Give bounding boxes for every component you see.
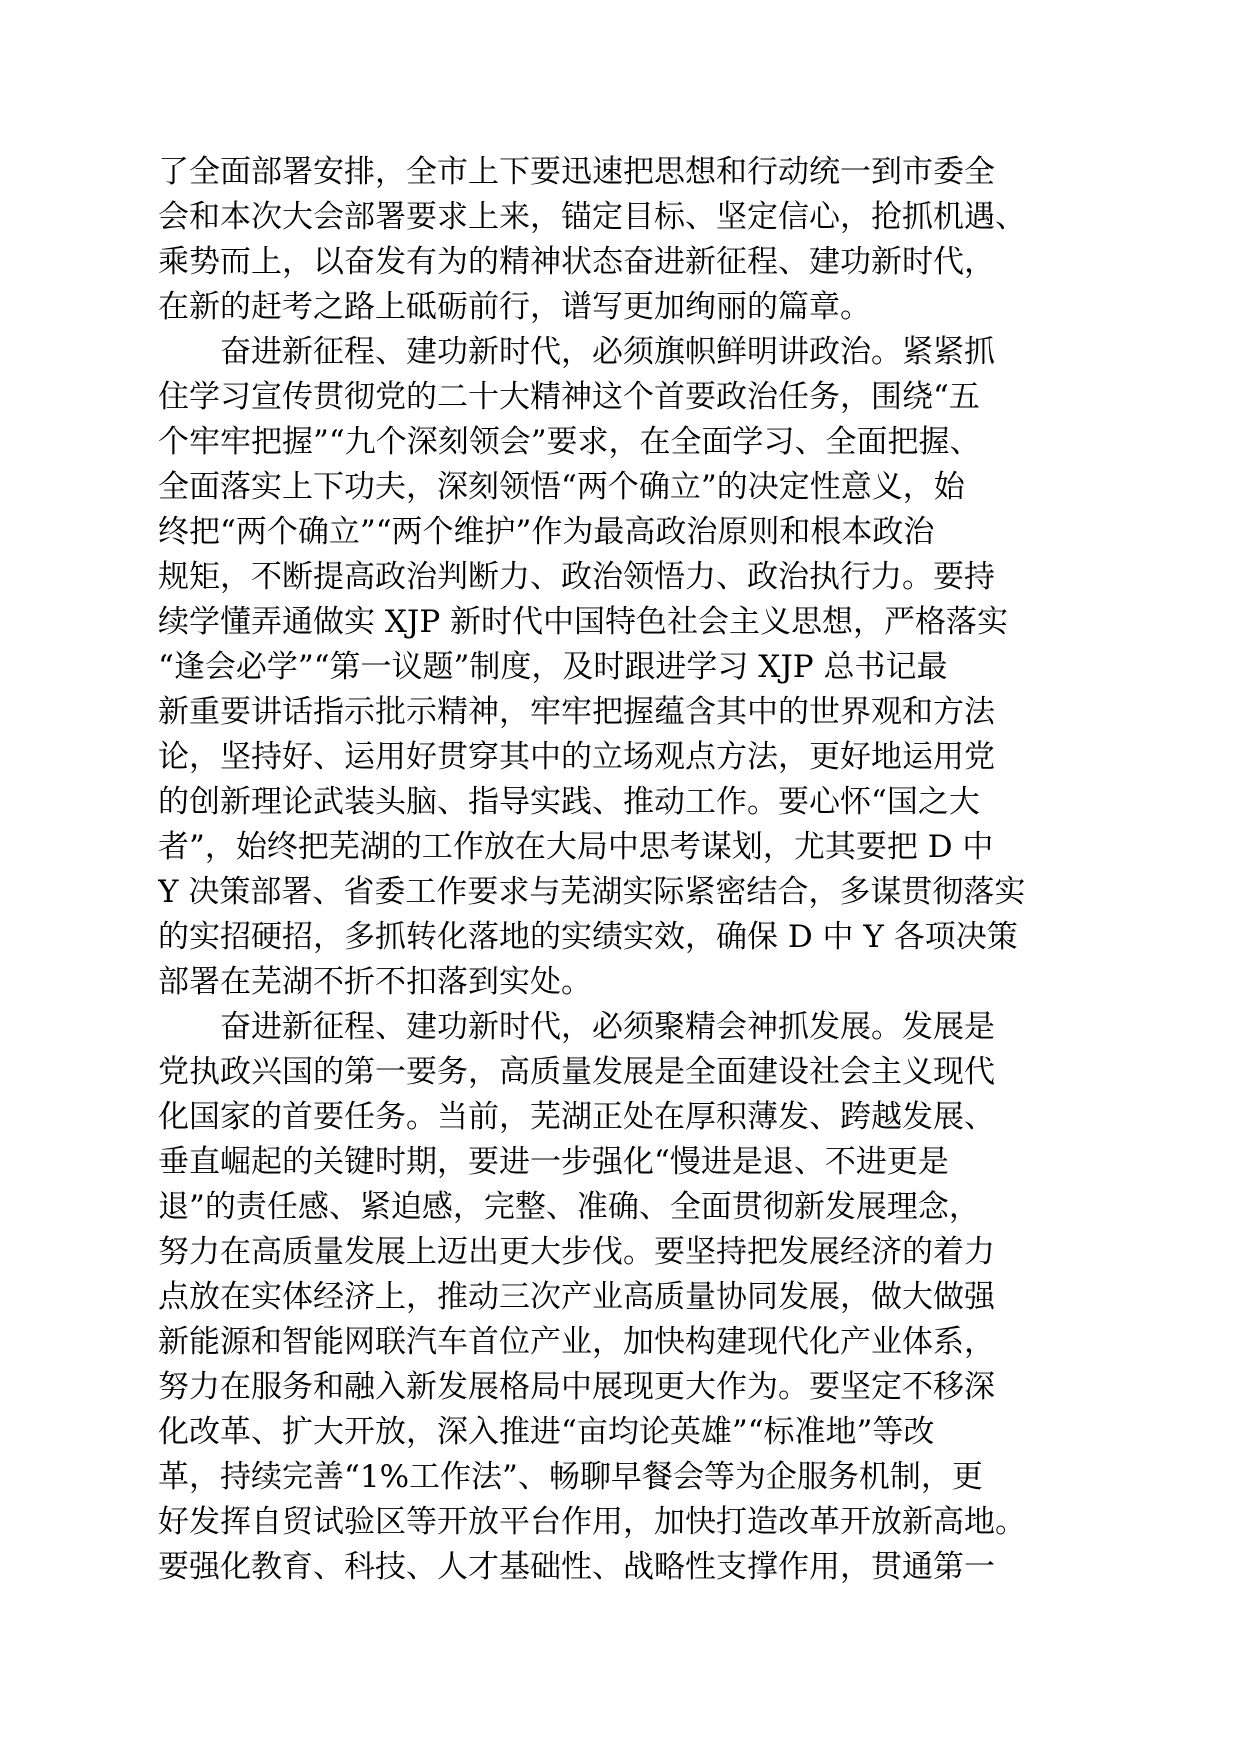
text-line: 点放在实体经济上，推动三次产业高质量协同发展，做大做强	[158, 1279, 995, 1315]
text-line: 奋进新征程、建功新时代，必须旗帜鲜明讲政治。紧紧抓	[158, 334, 995, 370]
text-line: 部署在芜湖不折不扣落到实处。	[158, 964, 592, 1000]
text-line: 会和本次大会部署要求上来，锚定目标、坚定信心，抢抓机遇、	[158, 199, 1026, 235]
text-line: 在新的赶考之路上砥砺前行，谱写更加绚丽的篇章。	[158, 289, 871, 325]
text-line: 努力在服务和融入新发展格局中展现更大作为。要坚定不移深	[158, 1369, 995, 1405]
text-line: 住学习宣传贯彻党的二十大精神这个首要政治任务，围绕“五	[158, 379, 980, 415]
text-line: 垂直崛起的关键时期，要进一步强化“慢进是退、不进更是	[158, 1144, 949, 1180]
text-line: 论，坚持好、运用好贯穿其中的立场观点方法，更好地运用党	[158, 739, 995, 775]
text-line: 新重要讲话指示批示精神，牢牢把握蕴含其中的世界观和方法	[158, 694, 995, 730]
text-line: Y 决策部署、省委工作要求与芜湖实际紧密结合，多谋贯彻落实	[158, 874, 1026, 910]
text-line: 退”的责任感、紧迫感，完整、准确、全面贯彻新发展理念，	[158, 1189, 980, 1225]
document-body	[158, 150, 1098, 1590]
text-line: 终把“两个确立”“两个维护”作为最高政治原则和根本政治	[158, 514, 935, 550]
paragraph	[158, 330, 1098, 1005]
text-line: 规矩，不断提高政治判断力、政治领悟力、政治执行力。要持	[158, 559, 995, 595]
text-line: 续学懂弄通做实 XJP 新时代中国特色社会主义思想，严格落实	[158, 604, 1009, 640]
text-line: 者”，始终把芜湖的工作放在大局中思考谋划，尤其要把 D 中	[158, 829, 994, 865]
text-line: 新能源和智能网联汽车首位产业，加快构建现代化产业体系，	[158, 1324, 995, 1360]
text-line: 奋进新征程、建功新时代，必须聚精会神抓发展。发展是	[158, 1009, 995, 1045]
text-line: 党执政兴国的第一要务，高质量发展是全面建设社会主义现代	[158, 1054, 995, 1090]
text-line: 乘势而上，以奋发有为的精神状态奋进新征程、建功新时代，	[158, 244, 995, 280]
text-line: 的创新理论武装头脑、指导实践、推动工作。要心怀“国之大	[158, 784, 980, 820]
text-line: 个牢牢把握”“九个深刻领会”要求，在全面学习、全面把握、	[158, 424, 981, 460]
text-line: 努力在高质量发展上迈出更大步伐。要坚持把发展经济的着力	[158, 1234, 995, 1270]
text-line: 化改革、扩大开放，深入推进“亩均论英雄”“标准地”等改	[158, 1414, 935, 1450]
paragraph	[158, 1005, 1098, 1590]
text-line: 化国家的首要任务。当前，芜湖正处在厚积薄发、跨越发展、	[158, 1099, 995, 1135]
text-line: 要强化教育、科技、人才基础性、战略性支撑作用，贯通第一	[158, 1549, 995, 1585]
text-line: 了全面部署安排，全市上下要迅速把思想和行动统一到市委全	[158, 154, 995, 190]
text-line: 革，持续完善“1%工作法”、畅聊早餐会等为企服务机制，更	[158, 1459, 983, 1495]
text-line: 好发挥自贸试验区等开放平台作用，加快打造改革开放新高地。	[158, 1504, 1026, 1540]
text-line: “逢会必学”“第一议题”制度，及时跟进学习 XJP 总书记最	[158, 649, 948, 685]
paragraph	[158, 150, 1098, 330]
text-line: 的实招硬招，多抓转化落地的实绩实效，确保 D 中 Y 各项决策	[158, 919, 1018, 955]
text-line: 全面落实上下功夫，深刻领悟“两个确立”的决定性意义，始	[158, 469, 965, 505]
